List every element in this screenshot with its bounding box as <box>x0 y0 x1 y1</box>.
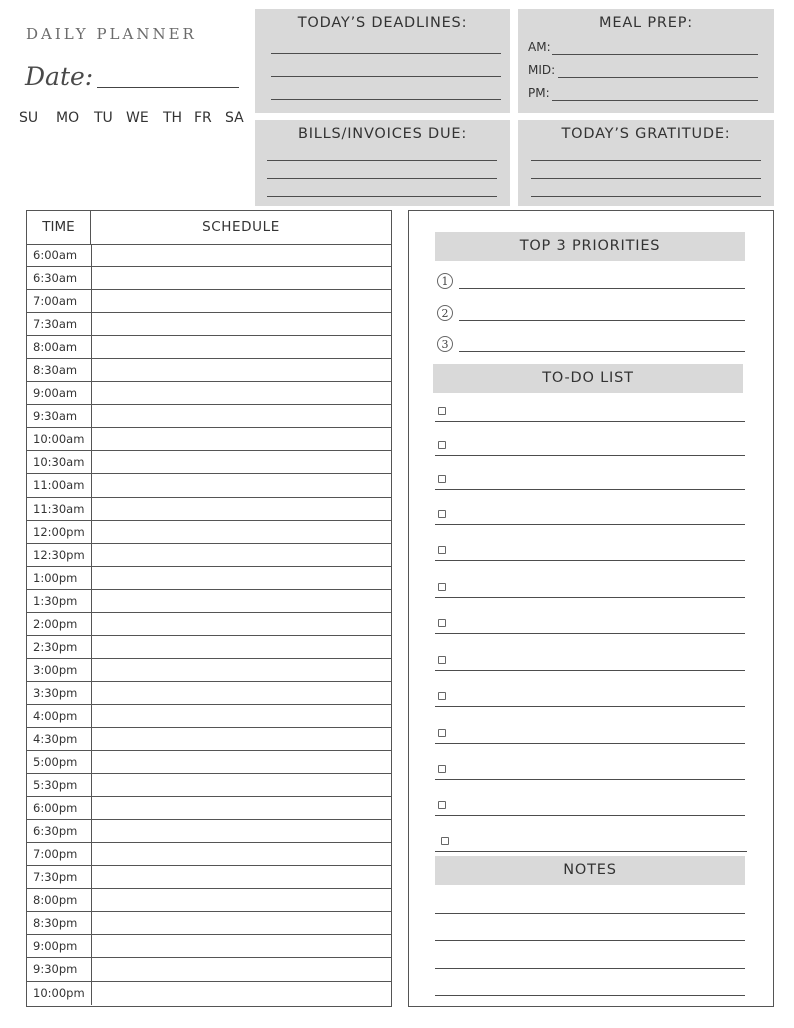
todo-checkbox[interactable] <box>438 656 446 664</box>
time-slot-label: 3:00pm <box>27 659 92 681</box>
schedule-row[interactable] <box>27 405 391 428</box>
gratitude-title: TODAY’S GRATITUDE: <box>561 126 731 142</box>
schedule-row[interactable] <box>27 843 391 866</box>
time-slot-label: 8:00am <box>27 336 92 358</box>
notes-band: NOTES <box>435 856 745 885</box>
planner-title: DAILY PLANNER <box>26 25 197 43</box>
time-slot-label: 6:30am <box>27 267 92 289</box>
day-fr[interactable]: FR <box>194 110 212 126</box>
schedule-row[interactable] <box>27 267 391 290</box>
bills-line[interactable] <box>267 160 497 161</box>
schedule-row[interactable] <box>27 244 391 267</box>
deadlines-line[interactable] <box>271 76 501 77</box>
bills-line[interactable] <box>267 196 497 197</box>
time-slot-label: 10:00am <box>27 428 92 450</box>
time-slot-label: 4:00pm <box>27 705 92 727</box>
time-slot-label: 10:30am <box>27 451 92 473</box>
schedule-row[interactable] <box>27 451 391 474</box>
gratitude-box <box>518 120 774 206</box>
schedule-row[interactable] <box>27 313 391 336</box>
todo-line[interactable] <box>435 421 745 422</box>
schedule-row[interactable] <box>27 498 391 521</box>
todo-checkbox[interactable] <box>438 546 446 554</box>
date-input-line[interactable] <box>97 87 239 88</box>
schedule-row[interactable] <box>27 544 391 567</box>
time-slot-label: 7:00am <box>27 290 92 312</box>
schedule-header <box>27 211 391 245</box>
todo-line[interactable] <box>435 851 747 852</box>
todo-line[interactable] <box>435 455 745 456</box>
deadlines-line[interactable] <box>271 53 501 54</box>
schedule-row[interactable] <box>27 336 391 359</box>
schedule-row[interactable] <box>27 820 391 843</box>
schedule-row[interactable] <box>27 474 391 497</box>
right-panel <box>408 210 774 1007</box>
time-slot-label: 5:30pm <box>27 774 92 796</box>
weekday-selector <box>19 110 244 126</box>
time-slot-label: 5:00pm <box>27 751 92 773</box>
bills-title: BILLS/INVOICES DUE: <box>297 126 468 142</box>
todo-line[interactable] <box>435 560 745 561</box>
schedule-row[interactable] <box>27 613 391 636</box>
schedule-row[interactable] <box>27 958 391 981</box>
todo-checkbox[interactable] <box>438 441 446 449</box>
schedule-row[interactable] <box>27 382 391 405</box>
schedule-row[interactable] <box>27 290 391 313</box>
todo-checkbox[interactable] <box>438 692 446 700</box>
schedule-row[interactable] <box>27 590 391 613</box>
todo-band: TO-DO LIST <box>433 364 743 393</box>
schedule-row[interactable] <box>27 728 391 751</box>
deadlines-line[interactable] <box>271 99 501 100</box>
meal-prep-title: MEAL PREP: <box>599 15 693 31</box>
todo-line[interactable] <box>435 524 745 525</box>
schedule-table <box>26 210 392 1007</box>
priority-number: 1 <box>437 273 453 289</box>
schedule-row[interactable] <box>27 521 391 544</box>
time-slot-label: 2:00pm <box>27 613 92 635</box>
todo-line[interactable] <box>435 815 745 816</box>
todo-checkbox[interactable] <box>438 475 446 483</box>
priorities-band: TOP 3 PRIORITIES <box>435 232 745 261</box>
schedule-row[interactable] <box>27 636 391 659</box>
time-column-header: TIME <box>27 211 91 244</box>
priority-number: 3 <box>437 336 453 352</box>
todo-checkbox[interactable] <box>438 765 446 773</box>
time-slot-label: 2:30pm <box>27 636 92 658</box>
todo-checkbox[interactable] <box>438 619 446 627</box>
time-slot-label: 9:30am <box>27 405 92 427</box>
todo-line[interactable] <box>435 633 745 634</box>
time-slot-label: 8:30am <box>27 359 92 381</box>
todo-line[interactable] <box>435 597 745 598</box>
todo-checkbox[interactable] <box>438 729 446 737</box>
todo-checkbox[interactable] <box>441 837 449 845</box>
time-slot-label: 10:00pm <box>27 982 92 1005</box>
schedule-row[interactable] <box>27 359 391 382</box>
time-slot-label: 4:30pm <box>27 728 92 750</box>
notes-line[interactable] <box>435 940 745 941</box>
date-label: Date: <box>25 62 94 91</box>
time-slot-label: 9:30pm <box>27 958 92 980</box>
time-slot-label: 6:00pm <box>27 797 92 819</box>
meal-pm-line[interactable] <box>552 100 758 101</box>
priority-line[interactable] <box>459 351 745 352</box>
time-slot-label: 9:00pm <box>27 935 92 957</box>
time-slot-label: 11:30am <box>27 498 92 520</box>
notes-line[interactable] <box>435 968 745 969</box>
time-slot-label: 8:00pm <box>27 889 92 911</box>
schedule-row[interactable] <box>27 912 391 935</box>
time-slot-label: 6:00am <box>27 244 92 266</box>
schedule-row[interactable] <box>27 705 391 728</box>
bills-box <box>255 120 510 206</box>
priority-line[interactable] <box>459 288 745 289</box>
notes-line[interactable] <box>435 995 745 996</box>
time-slot-label: 8:30pm <box>27 912 92 934</box>
day-sa[interactable]: SA <box>225 110 244 126</box>
time-slot-label: 3:30pm <box>27 682 92 704</box>
meal-prep-box <box>518 9 774 113</box>
todo-checkbox[interactable] <box>438 801 446 809</box>
todo-checkbox[interactable] <box>438 583 446 591</box>
schedule-row[interactable] <box>27 935 391 958</box>
meal-mid-label: MID: <box>528 63 556 77</box>
gratitude-line[interactable] <box>531 178 761 179</box>
meal-am-label: AM: <box>528 40 551 54</box>
meal-am-line[interactable] <box>552 54 758 55</box>
gratitude-line[interactable] <box>531 196 761 197</box>
priority-number: 2 <box>437 305 453 321</box>
day-su[interactable]: SU <box>19 110 39 126</box>
todo-line[interactable] <box>435 706 745 707</box>
time-slot-label: 12:00pm <box>27 521 92 543</box>
time-slot-label: 11:00am <box>27 474 92 496</box>
todo-checkbox[interactable] <box>438 510 446 518</box>
schedule-row[interactable] <box>27 567 391 590</box>
time-slot-label: 1:30pm <box>27 590 92 612</box>
day-th[interactable]: TH <box>163 110 183 126</box>
meal-mid-line[interactable] <box>558 77 758 78</box>
todo-line[interactable] <box>435 743 745 744</box>
time-slot-label: 6:30pm <box>27 820 92 842</box>
gratitude-line[interactable] <box>531 160 761 161</box>
schedule-column-header: SCHEDULE <box>202 219 280 235</box>
schedule-rows <box>27 244 391 1005</box>
bills-line[interactable] <box>267 178 497 179</box>
time-slot-label: 7:30am <box>27 313 92 335</box>
deadlines-box <box>255 9 510 113</box>
meal-pm-label: PM: <box>528 86 550 100</box>
time-slot-label: 12:30pm <box>27 544 92 566</box>
todo-line[interactable] <box>435 779 745 780</box>
notes-line[interactable] <box>435 913 745 914</box>
day-tu[interactable]: TU <box>94 110 113 126</box>
schedule-row[interactable] <box>27 428 391 451</box>
day-we[interactable]: WE <box>126 110 149 126</box>
schedule-row[interactable] <box>27 659 391 682</box>
schedule-row[interactable] <box>27 889 391 912</box>
schedule-row[interactable] <box>27 982 391 1005</box>
schedule-row[interactable] <box>27 866 391 889</box>
time-slot-label: 7:30pm <box>27 866 92 888</box>
deadlines-title: TODAY’S DEADLINES: <box>297 15 468 31</box>
todo-checkbox[interactable] <box>438 407 446 415</box>
schedule-row[interactable] <box>27 682 391 705</box>
todo-line[interactable] <box>435 670 745 671</box>
time-slot-label: 1:00pm <box>27 567 92 589</box>
schedule-row[interactable] <box>27 751 391 774</box>
time-slot-label: 9:00am <box>27 382 92 404</box>
schedule-row[interactable] <box>27 774 391 797</box>
time-slot-label: 7:00pm <box>27 843 92 865</box>
day-mo[interactable]: MO <box>56 110 80 126</box>
priority-line[interactable] <box>459 320 745 321</box>
todo-line[interactable] <box>435 489 745 490</box>
schedule-row[interactable] <box>27 797 391 820</box>
